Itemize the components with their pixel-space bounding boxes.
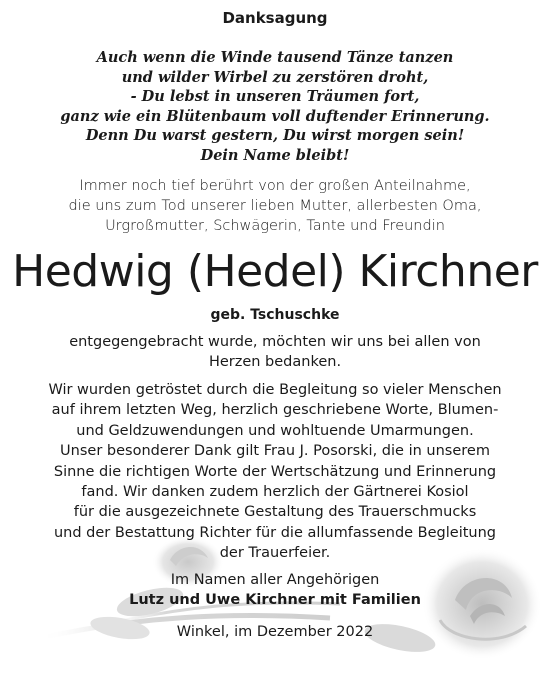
body-line: und der Bestattung Richter für die allumfassende Begleitung	[53, 524, 497, 541]
poem	[0, 48, 550, 165]
body-line: der Trauerfeier.	[219, 545, 331, 562]
poem-line: Denn Du warst gestern, Du wirst morgen sein!	[85, 127, 465, 144]
intro-line: die uns zum Tod unserer lieben Mutter, allerbesten Oma,	[68, 198, 482, 214]
intro-line: Immer noch tief berührt von der großen Anteilnahme,	[79, 178, 471, 194]
intro-line: Urgroßmutter, Schwägerin, Tante und Freundin	[105, 218, 445, 234]
birth-name: geb. Tschuschke	[210, 307, 340, 323]
thanks-line: entgegengebracht wurde, möchten wir uns bei allen von	[69, 334, 481, 350]
body-line: auf ihrem letzten Weg, herzlich geschriebene Worte, Blumen-	[51, 402, 499, 419]
body-line: für die ausgezeichnete Gestaltung des Trauerschmucks	[73, 504, 477, 521]
poem-line: - Du lebst in unseren Träumen fort,	[130, 88, 420, 105]
body-line: und Geldzuwendungen und wohltuende Umarmungen.	[76, 422, 474, 439]
poem-line: ganz wie ein Blütenbaum voll duftender Erinnerung.	[60, 107, 490, 125]
thanks-line: Herzen bedanken.	[208, 354, 342, 370]
body-line: Unser besonderer Dank gilt Frau J. Posorski, die in unserem	[60, 443, 490, 460]
thanks-text	[0, 332, 550, 372]
poem-line: und wilder Wirbel zu zerstören droht,	[121, 68, 429, 86]
intro-text	[0, 176, 550, 236]
body-text	[0, 380, 550, 564]
heading: Danksagung	[222, 9, 328, 27]
place-date: Winkel, im Dezember 2022	[176, 624, 374, 640]
body-line: Wir wurden getröstet durch die Begleitung so vieler Menschen	[48, 382, 502, 398]
deceased-name: Hedwig (Hedel) Kirchner	[12, 246, 538, 297]
poem-line: Dein Name bleibt!	[200, 146, 350, 164]
poem-line: Auch wenn die Winde tausend Tänze tanzen	[96, 49, 454, 66]
body-line: Sinne die richtigen Worte der Wertschätzung und Erinnerung	[53, 463, 497, 480]
signature	[0, 570, 550, 610]
family-names: Lutz und Uwe Kirchner mit Familien	[129, 592, 421, 608]
signature-line: Im Namen aller Angehörigen	[170, 572, 380, 588]
body-line: fand. Wir danken zudem herzlich der Gärtnerei Kosiol	[81, 484, 469, 501]
